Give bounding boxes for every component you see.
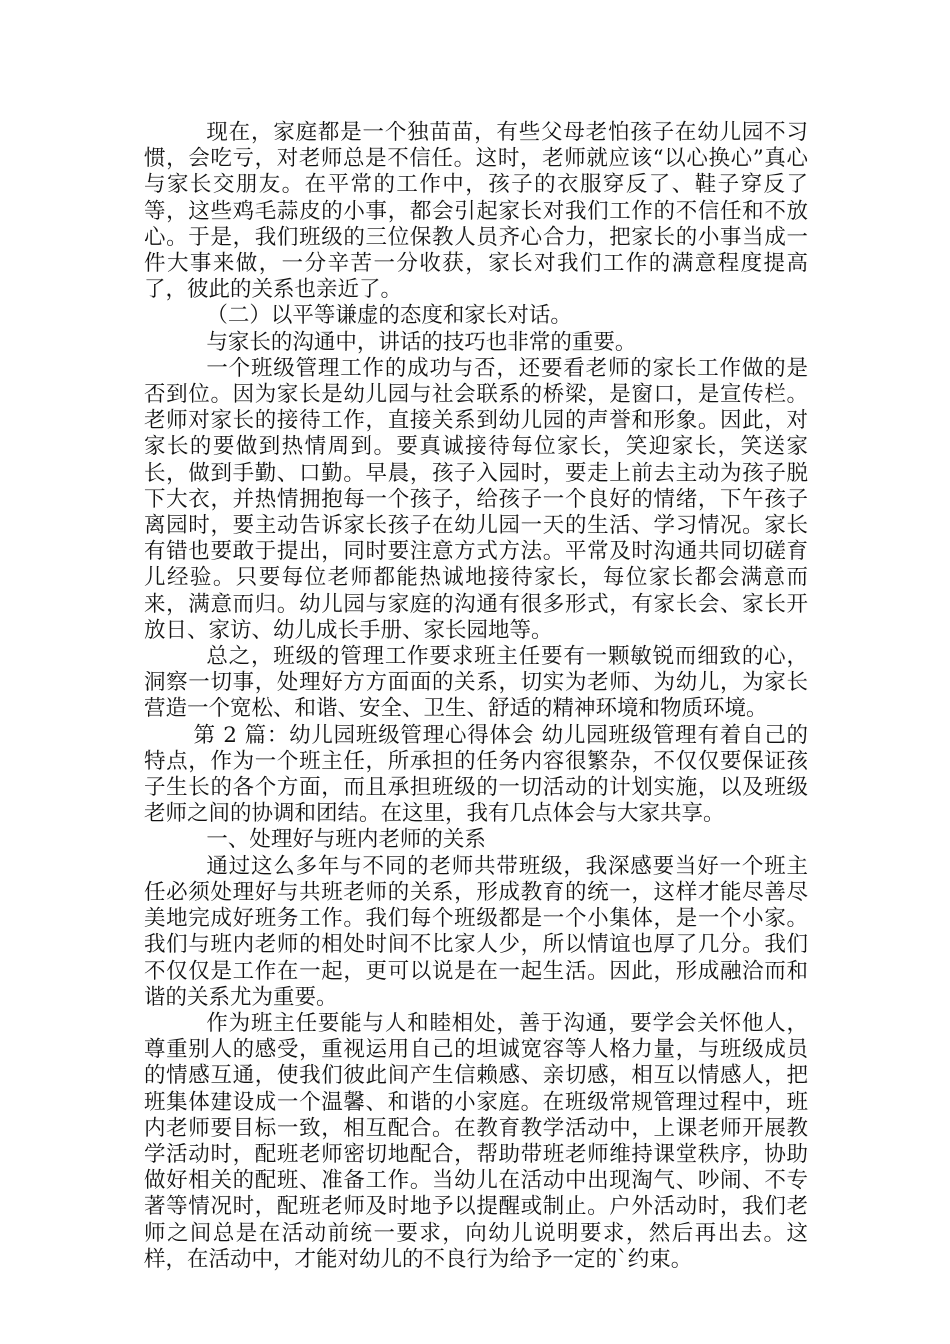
paragraph-conclusion: 总之，班级的管理工作要求班主任要有一颗敏锐而细致的心，洞察一切事，处理好方方面面的关系，切实为老师、为幼儿，为家长营造一个宽松、和谐、安全、卫生、舒适的精神环境和物质环境。 [144, 644, 808, 722]
paragraph-head-teacher-role: 作为班主任要能与人和睦相处，善于沟通，要学会关怀他人，尊重别人的感受，重视运用自己的坦诚宽容等人格力量，与班级成员的情感互通，使我们彼此间产生信赖感、亲切感，相互以情感人，把班集体建设成一个温馨、和谐的小家庭。在班级常规管理过程中，班内老师要目标一致，相互配合。在教育教学活动中，上课老师开展教学活动时，配班老师密切地配合，帮助带班老师维持课堂秩序，协助做好相关的配班、准备工作。当幼儿在活动中出现淘气、吵闹、不专著等情况时，配班老师及时地予以提醒或制止。户外活动时，我们老师之间总是在活动前统一要求，向幼儿说明要求，然后再出去。这样，在活动中，才能对幼儿的不良行为给予一定的`约束。 [144, 1010, 808, 1272]
paragraph-parent-work: 一个班级管理工作的成功与否，还要看老师的家长工作做的是否到位。因为家长是幼儿园与社会联系的桥梁，是窗口，是宣传栏。老师对家长的接待工作，直接关系到幼儿园的声誉和形象。因此，对家长的要做到热情周到。要真诚接待每位家长，笑迎家长，笑送家长，做到手勤、口勤。早晨，孩子入园时，要走上前去主动为孩子脱下大衣，并热情拥抱每一个孩子，给孩子一个良好的情绪，下午孩子离园时，要主动告诉家长孩子在幼儿园一天的生活、学习情况。家长有错也要敢于提出，同时要注意方式方法。平常及时沟通共同切磋育儿经验。只要每位老师都能热诚地接待家长，每位家长都会满意而来，满意而归。幼儿园与家庭的沟通有很多形式，有家长会、家长开放日、家访、幼儿成长手册、家长园地等。 [144, 355, 808, 643]
section-heading-teacher-relations: 一、处理好与班内老师的关系 [206, 827, 486, 853]
document-page [144, 120, 808, 1273]
paragraph-family-trust: 现在，家庭都是一个独苗苗，有些父母老怕孩子在幼儿园不习惯，会吃亏，对老师总是不信任。这时，老师就应该“以心换心”真心与家长交朋友。在平常的工作中，孩子的衣服穿反了、鞋子穿反了等，这些鸡毛蒜皮的小事，都会引起家长对我们工作的不信任和不放心。于是，我们班级的三位保教人员齐心合力，把家长的小事当成一件大事来做，一分辛苦一分收获，家长对我们工作的满意程度提高了，彼此的关系也亲近了。 [144, 120, 808, 303]
paragraph-co-teaching: 通过这么多年与不同的老师共带班级，我深感要当好一个班主任必须处理好与共班老师的关系，形成教育的统一，这样才能尽善尽美地完成好班务工作。我们每个班级都是一个小集体，是一个小家。我们与班内老师的相处时间不比家人少，所以情谊也厚了几分。我们不仅仅是工作在一起，更可以说是在一起生活。因此，形成融洽而和谐的关系尤为重要。 [144, 853, 808, 1010]
paragraph-communication-skill: 与家长的沟通中，讲话的技巧也非常的重要。 [206, 329, 637, 355]
subheading-equal-dialogue: （二）以平等谦虚的态度和家长对话。 [206, 303, 572, 329]
chapter-heading-part-2: 第 2 篇：幼儿园班级管理心得体会 幼儿园班级管理有着自己的特点，作为一个班主任，所承担的任务内容很繁杂，不仅仅要保证孩子生长的各个方面，而且承担班级的一切活动的计划实施，以及班级老师之间的协调和团结。在这里，我有几点体会与大家共享。 [144, 722, 808, 827]
